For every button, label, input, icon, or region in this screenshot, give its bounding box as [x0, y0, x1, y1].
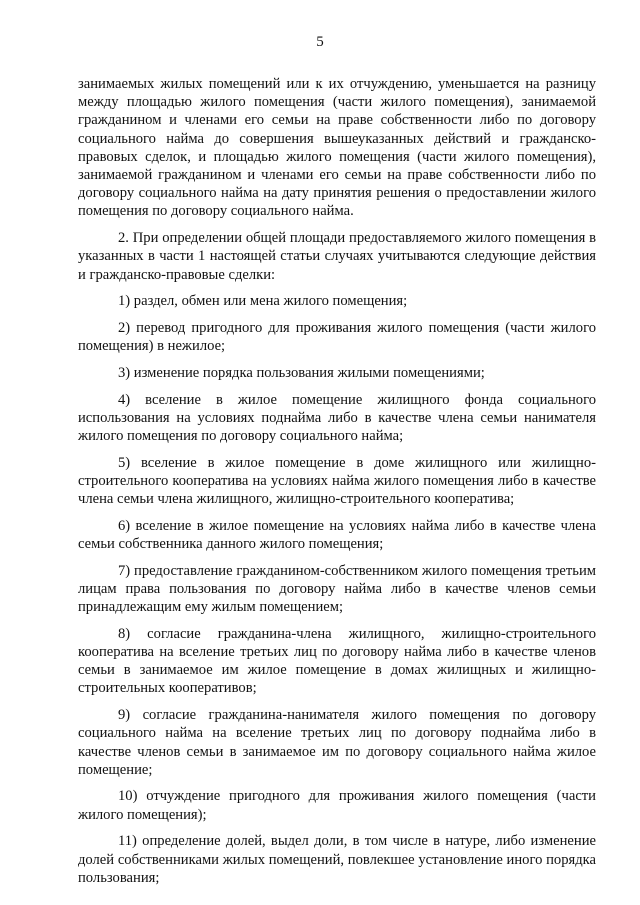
list-item-7: 7) предоставление гражданином-собственником жилого помещения третьим лицам права пользования по договору найма либо в качестве членов семьи принадлежащим ему жилым помещением; [78, 562, 596, 616]
list-item-6: 6) вселение в жилое помещение на условиях найма либо в качестве члена семьи собственника данного жилого помещения; [78, 517, 596, 552]
list-item-8: 8) согласие гражданина-члена жилищного, жилищно-строительного кооператива на вселение третьих лиц по договору найма либо в качестве членов семьи в занимаемое им жилое помещение в домах жилищных и жилищно-строительных кооперативов; [78, 625, 596, 697]
page-number: 5 [316, 34, 324, 50]
list-item-9: 9) согласие гражданина-нанимателя жилого помещения по договору социального найма на вселение третьих лиц по договору поднайма либо в качестве членов семьи в занимаемое им по договору социального найма жилое помещение; [78, 707, 596, 778]
list-item-1: 1) раздел, обмен или мена жилого помещения; [118, 293, 408, 310]
list-item-4: 4) вселение в жилое помещение жилищного фонда социального использования на условиях поднайма либо в качестве члена семьи нанимателя жилого помещения по договору социального найма; [78, 391, 596, 444]
list-item-2: 2) перевод пригодного для проживания жилого помещения (части жилого помещения) в нежилое; [78, 319, 596, 355]
list-item-10: 10) отчуждение пригодного для проживания жилого помещения (части жилого помещения); [78, 788, 596, 823]
list-item-3: 3) изменение порядка пользования жилыми помещениями; [118, 364, 485, 381]
paragraph-clause-2: 2. При определении общей площади предоставляемого жилого помещения в указанных в части 1 настоящей статьи случаях учитываются следующие действия и гражданско-правовые сделки: [78, 230, 596, 283]
document-body [78, 75, 596, 895]
list-item-11: 11) определение долей, выдел доли, в том числе в натуре, либо изменение долей собственниками жилых помещений, повлекшее установление иного порядка пользования; [78, 833, 596, 886]
list-item-5: 5) вселение в жилое помещение в доме жилищного или жилищно-строительного кооператива на условиях найма жилого помещения либо в качестве члена семьи члена жилищного, жилищно-строительного кооператива; [78, 454, 596, 508]
paragraph-continuation: занимаемых жилых помещений или к их отчуждению, уменьшается на разницу между площадью жилого помещения (части жилого помещения), занимаемой гражданином и членами его семьи на праве собственности либо по договору социального найма до совершения вышеуказанных действий и гражданско-правовых сделок, и площадью жилого помещения (части жилого помещения), занимаемой гражданином и членами его семьи на праве собственности либо по договору социального найма на дату принятия решения о предоставлении жилого помещения по договору социального найма. [78, 76, 596, 220]
